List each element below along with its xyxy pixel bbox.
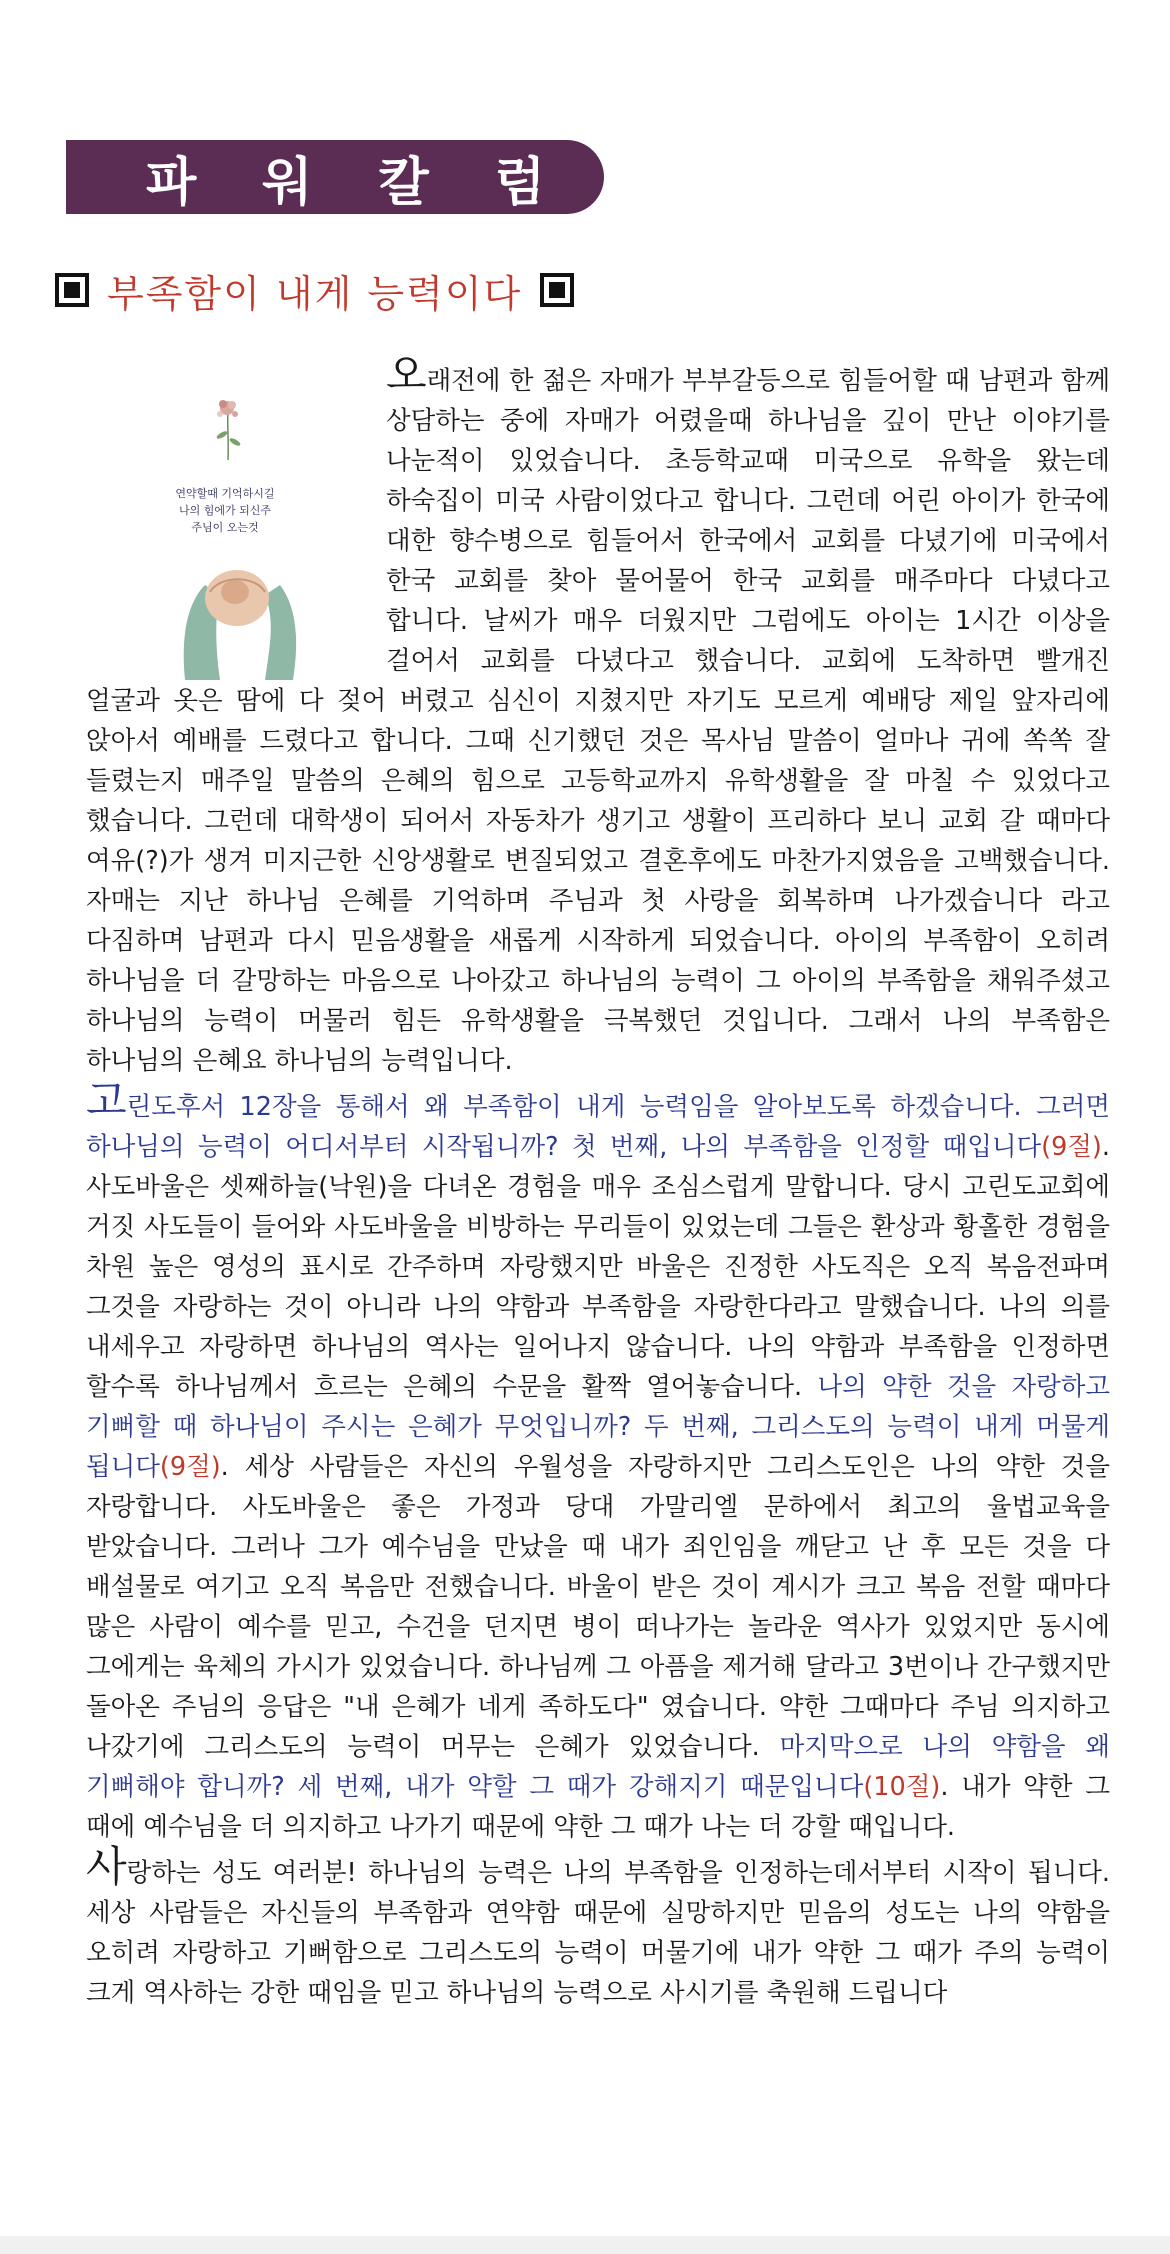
illustration-caption: 연약할때 기억하시길 [175, 487, 275, 500]
paragraph-text: . 내가 약한 그 때에 예수님을 더 의지하고 나가기 때문에 약한 그 때가 나는 더 강할 때입니다. [86, 1772, 1110, 1842]
highlight-text: 나의 약한 것을 자랑하고 기뻐할 때 하나님이 주시는 은혜가 무엇입니까? 두 번째, 그리스도의 능력이 내게 머물게 됩니다 [86, 1372, 1110, 1482]
banner-char: 칼 [378, 152, 429, 213]
paragraph-text: 래전에 한 젊은 자매가 부부갈등으로 힘들어할 때 남편과 함께 상담하는 중에 자매가 어렸을때 하나님을 깊이 만난 이야기를 나눈적이 있었습니다. 초등학교때 미국으로 유학을 왔는데 하숙집이 미국 사람이었다고 합니다. 그런데 어린 아이가 한국에 대한 향수병으로 힘들어서 한국에서 교회를 다녔기에 미국에서 한국 교회를 찾아 물어물어 한국 교회를 매주마다 다녔다고 합니다. 날씨가 매우 더웠지만 그럼에도 아이는 1시간 이상을 걸어서 교회를 다녔다고 했습니다. 교회에 도착하면 빨개진 얼굴과 옷은 땀에 다 젖어 버렸고 심신이 지쳤지만 자기도 모르게 예배당 제일 앞자리에 앉아서 예배를 드렸다고 합니다. 그때 신기했던 것은 목사님 말씀이 얼마나 귀에 쏙쏙 잘 들렸는지 매주일 말씀의 은혜의 힘으로 고등학교까지 유학생활을 잘 마칠 수 있었다고 했습니다. 그런데 대학생이 되어서 자동차가 생기고 생활이 프리하다 보니 교회 갈 때마다 여유(?)가 생겨 미지근한 신앙생활로 변질되었고 결혼후에도 마찬가지였음을 고백했습니다. 자매는 지난 하나님 은혜를 기억하며 주님과 첫 사랑을 회복하며 나가겠습니다 라고 다짐하며 남편과 다시 믿음생활을 새롭게 시작하게 되었습니다. 아이의 부족함이 오히려 하나님을 더 갈망하는 마음으로 나아갔고 하나님의 능력이 그 아이의 부족함을 채워주셨고 하나님의 능력이 머물러 힘든 유학생활을 극복했던 것입니다. 그래서 나의 부족함은 하나님의 은혜요 하나님의 능력입니다. [86, 366, 1110, 1076]
paragraph-text: . 세상 사람들은 자신의 우월성을 자랑하지만 그리스도인은 나의 약한 것을 자랑합니다. 사도바울은 좋은 가정과 당대 가말리엘 문하에서 최고의 율법교육을 받았습니다. 그러나 그가 예수님을 만났을 때 내가 죄인임을 깨닫고 난 후 모든 것을 다 배설물로 여기고 오직 복음만 전했습니다. 바울이 받은 것이 계시가 크고 복음 전할 때마다 많은 사람이 예수를 믿고, 수건을 던지면 병이 떠나가는 놀라운 역사가 있었지만 동시에 그에게는 육체의 가시가 있었습니다. 하나님께 그 아픔을 제거해 달라고 3번이나 간구했지만 돌아온 주님의 응답은 "내 은혜가 네게 족하도다" 였습니다. 약한 그때마다 주님 의지하고 나갔기에 그리스도의 능력이 머무는 은혜가 있었습니다. [86, 1452, 1110, 1762]
article-headline [55, 260, 574, 320]
dropcap: 오 [386, 350, 427, 399]
column-banner [66, 140, 604, 214]
banner-char: 워 [262, 152, 313, 213]
paragraph-2 [86, 1076, 1110, 1847]
paragraph-3 [86, 1842, 1110, 2013]
illustration-caption: 주님이 오는것 [191, 521, 259, 534]
verse-ref: (10절) [863, 1772, 941, 1802]
dropcap: 사 [86, 1842, 127, 1891]
banner-char: 럼 [494, 152, 545, 213]
headline-text: 부족함이 내게 능력이다 [107, 271, 523, 316]
banner-char: 파 [146, 152, 197, 213]
paragraph-text: . 사도바울은 셋째하늘(낙원)을 다녀온 경험을 매우 조심스럽게 말합니다. 당시 고린도교회에 거짓 사도들이 들어와 사도바울을 비방하는 무리들이 있었는데 그들은 환상과 황홀한 경험을 차원 높은 영성의 표시로 간주하며 자랑했지만 바울은 진정한 사도직은 오직 복음전파며 그것을 자랑하는 것이 아니라 나의 약함과 부족함을 자랑한다라고 말했습니다. 나의 의를 내세우고 자랑하면 하나님의 역사는 일어나지 않습니다. 나의 약함과 부족함을 인정하면 할수록 하나님께서 흐르는 은혜의 수문을 활짝 열어놓습니다. [86, 1132, 1110, 1402]
article-body [86, 350, 1110, 2013]
square-bullet-icon [540, 273, 574, 307]
square-bullet-icon [55, 273, 89, 307]
highlight-text: 린도후서 12장을 통해서 왜 부족함이 내게 능력임을 알아보도록 하겠습니다. 그러면 하나님의 능력이 어디서부터 시작됩니까? 첫 번째, 나의 부족함을 인정할 때입니다 [86, 1092, 1110, 1162]
illustration-caption: 나의 힘에가 되신주 [178, 504, 272, 517]
illustration-spacer [86, 355, 386, 671]
bottom-bar [0, 2236, 1170, 2254]
verse-ref: (9절) [159, 1452, 221, 1482]
paragraph-text: 랑하는 성도 여러분! 하나님의 능력은 나의 부족함을 인정하는데서부터 시작이 됩니다. 세상 사람들은 자신들의 부족함과 연약함 때문에 실망하지만 믿음의 성도는 나의 약함을 오히려 자랑하고 기뻐함으로 그리스도의 능력이 머물기에 내가 약한 그 때가 주의 능력이 크게 역사하는 강한 때임을 믿고 하나님의 능력으로 사시기를 축원해 드립니다 [86, 1858, 1110, 2008]
highlight-text: 마지막으로 나의 약함을 왜 기뻐해야 합니까? 세 번째, 내가 약할 그 때가 강해지기 때문입니다 [86, 1732, 1110, 1802]
dropcap: 고 [86, 1076, 127, 1125]
verse-ref: (9절) [1041, 1132, 1102, 1162]
